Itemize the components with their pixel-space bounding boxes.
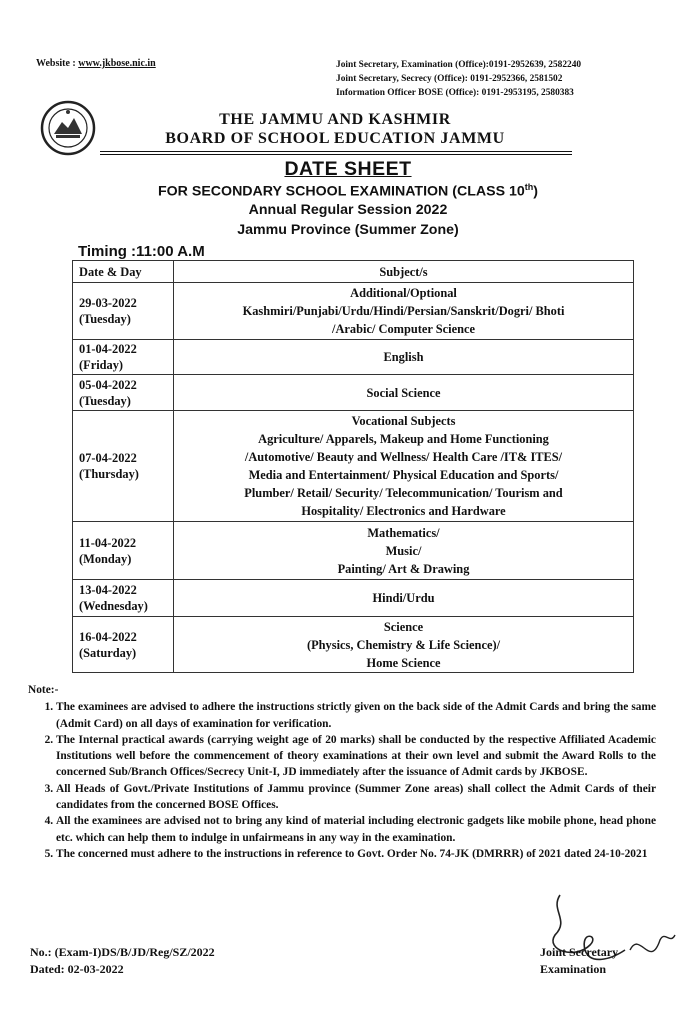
board-name <box>100 110 570 148</box>
subject-line: /Arabic/ Computer Science <box>332 322 475 336</box>
date: 13-04-2022 <box>79 583 137 597</box>
reference-block <box>30 944 215 978</box>
subject-cell <box>174 411 634 522</box>
board-name-line2: BOARD OF SCHOOL EDUCATION JAMMU <box>165 130 505 147</box>
date: 07-04-2022 <box>79 451 137 465</box>
subject-line: Mathematics/ <box>367 525 440 540</box>
table-row <box>73 340 634 375</box>
date-cell <box>73 522 174 580</box>
date: 05-04-2022 <box>79 377 137 392</box>
date-cell <box>73 283 174 340</box>
issue-date: Dated: 02-03-2022 <box>30 962 124 976</box>
subject-cell <box>174 375 634 411</box>
subject-line: Vocational Subjects <box>351 414 456 428</box>
date: 29-03-2022 <box>79 296 137 310</box>
table-row <box>73 411 634 522</box>
subject-line: Music/ <box>385 543 422 558</box>
note-item: 2. The Internal practical awards (carrying weight age of 20 marks) shall be conducted by the respective Affiliated Academic Institutions well before the commencement of theory examinations at their own level and submit the Award Rolls to the concerned Sub/Branch Offices/Secrecy Unit-I, JD immediately after the issuance of Admit cards by JKBOSE. <box>56 732 656 781</box>
note-item: 3. All Heads of Govt./Private Institutions of Jammu province (Summer Zone areas) shall collect the Admit Cards of their candidates from the concerned BOSE Offices. <box>56 781 656 814</box>
date-cell <box>73 617 174 673</box>
subject-line: Kashmiri/Punjabi/Urdu/Hindi/Persian/Sanskrit/Dogri/ Bhoti <box>242 304 565 318</box>
contact-line: Information Officer BOSE (Office): 0191-2953195, 2580383 <box>336 88 574 98</box>
subject-line: Science <box>383 619 424 634</box>
website <box>36 58 156 69</box>
date-cell <box>73 580 174 617</box>
date-cell <box>73 411 174 522</box>
subject-cell <box>174 283 634 340</box>
subject-cell <box>174 617 634 673</box>
table-row <box>73 580 634 617</box>
header-rule <box>100 154 572 155</box>
subject-line: Hindi/Urdu <box>372 591 435 605</box>
subject-line: English <box>383 350 424 364</box>
day: (Monday) <box>79 551 132 566</box>
day: (Wednesday) <box>79 599 148 613</box>
contact-line: Joint Secretary, Examination (Office):0191-2952639, 2582240 <box>336 60 582 70</box>
table-row <box>73 375 634 411</box>
day: (Friday) <box>79 358 124 372</box>
day: (Saturday) <box>79 645 137 660</box>
day: (Tuesday) <box>79 393 131 408</box>
subject-line: Additional/Optional <box>350 286 457 300</box>
date-cell <box>73 340 174 375</box>
subtitle-line1: FOR SECONDARY SCHOOL EXAMINATION (CLASS 10th) <box>157 182 539 200</box>
note-item: 4. All the examinees are advised not to bring any kind of material including electronic gadgets like mobile phone, head phone etc. which can help them to indulge in unfairmeans in any way in the examination. <box>56 813 656 846</box>
date-cell <box>73 375 174 411</box>
table-header-row <box>73 261 634 283</box>
subject-line: Media and Entertainment/ Physical Education and Sports/ <box>248 468 559 482</box>
subject-line: Home Science <box>366 655 441 670</box>
note-item: 1. The examinees are advised to adhere the instructions strictly given on the back side of the Admit Cards and bring the same (Admit Card) on all days of examination for verification. <box>56 699 656 732</box>
signatory-line1: Joint Secretary <box>540 945 619 959</box>
reference-number: No.: (Exam-I)DS/B/JD/Reg/SZ/2022 <box>30 945 215 959</box>
subject-line: /Automotive/ Beauty and Wellness/ Health Care /IT& ITES/ <box>244 450 563 464</box>
table-row <box>73 617 634 673</box>
table-row <box>73 283 634 340</box>
subject-line: (Physics, Chemistry & Life Science)/ <box>306 637 501 652</box>
board-name-line1: THE JAMMU AND KASHMIR <box>219 111 451 128</box>
subject-line: Painting/ Art & Drawing <box>337 561 470 576</box>
header-date: Date & Day <box>73 261 174 283</box>
notes <box>28 682 656 862</box>
subject-line: Agriculture/ Apparels, Makeup and Home Functioning <box>258 432 549 446</box>
subtitle-line2: Annual Regular Session 2022 <box>248 202 448 218</box>
subject-cell <box>174 340 634 375</box>
note-item: 5. The concerned must adhere to the instructions in reference to Govt. Order No. 74-JK (DMRRR) of 2021 dated 24-10-2021 <box>56 846 656 862</box>
day: (Tuesday) <box>79 312 131 326</box>
subject-line: Hospitality/ Electronics and Hardware <box>301 504 506 518</box>
day: (Thursday) <box>79 467 139 481</box>
subject-line: Plumber/ Retail/ Security/ Telecommunication/ Tourism and <box>244 486 563 500</box>
date: 01-04-2022 <box>79 342 137 356</box>
signatory <box>540 944 618 978</box>
subtitle-line3: Jammu Province (Summer Zone) <box>237 222 459 238</box>
notes-heading: Note:- <box>28 684 59 696</box>
subject-line: Social Science <box>366 385 441 400</box>
header-rule <box>100 151 572 152</box>
contact-block <box>336 58 581 100</box>
subject-cell <box>174 522 634 580</box>
contact-line: Joint Secretary, Secrecy (Office): 0191-2952366, 2581502 <box>336 74 563 84</box>
page-title: DATE SHEET <box>284 158 412 180</box>
date: 16-04-2022 <box>79 629 137 644</box>
table-row <box>73 522 634 580</box>
subject-cell <box>174 580 634 617</box>
header-subject: Subject/s <box>174 261 634 283</box>
date: 11-04-2022 <box>79 535 137 550</box>
website-label: Website : <box>36 58 76 69</box>
website-link[interactable]: www.jkbose.nic.in <box>78 58 156 69</box>
notes-list <box>28 699 656 862</box>
signatory-line2: Examination <box>540 962 607 976</box>
timing: Timing :11:00 A.M <box>78 243 205 260</box>
board-logo <box>40 100 96 156</box>
date-sheet-table <box>72 260 634 673</box>
